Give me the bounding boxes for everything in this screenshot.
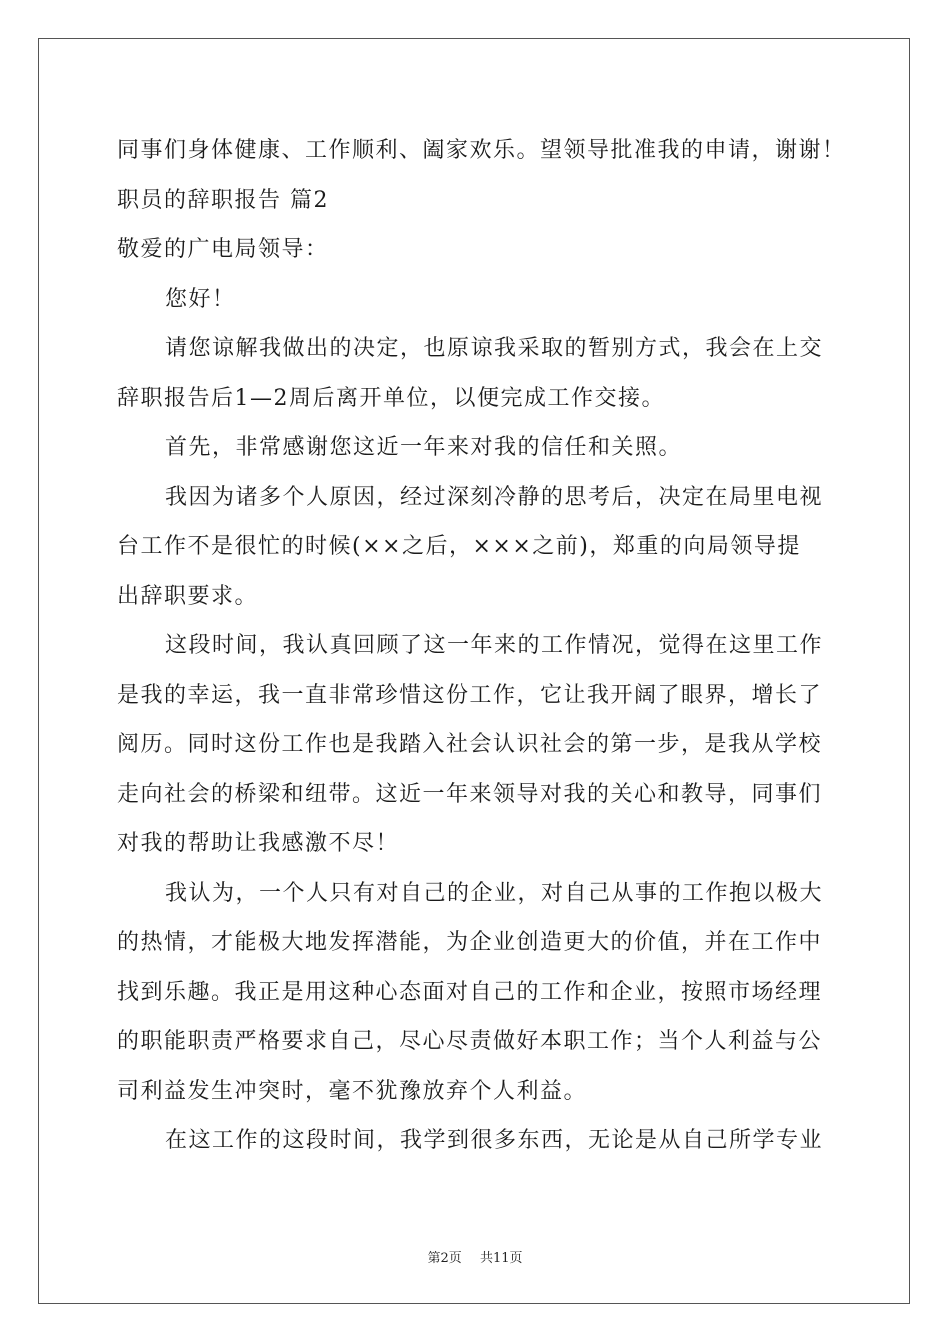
text-line: 请您谅解我做出的决定，也原谅我采取的暂别方式，我会在上交 xyxy=(165,336,824,361)
text-line: 对我的帮助让我感激不尽！ xyxy=(117,831,400,856)
page-footer xyxy=(0,1247,950,1266)
text-line: 同事们身体健康、工作顺利、阖家欢乐。望领导批准我的申请，谢谢！ xyxy=(117,138,846,163)
text-line: 辞职报告后1—2周后离开单位，以便完成工作交接。 xyxy=(117,385,665,411)
text-line: 首先，非常感谢您这近一年来对我的信任和关照。 xyxy=(165,435,683,460)
text-line: 台工作不是很忙的时候(××之后，×××之前)，郑重的向局领导提 xyxy=(117,534,801,559)
page-number: 第2页 xyxy=(427,1251,462,1266)
text-line: 是我的幸运，我一直非常珍惜这份工作，它让我开阔了眼界，增长了 xyxy=(117,682,823,708)
text-line: 阅历。同时这份工作也是我踏入社会认识社会的第一步，是我从学校 xyxy=(117,732,823,757)
text-line: 找到乐趣。我正是用这种心态面对自己的工作和企业，按照市场经理 xyxy=(117,979,823,1005)
text-line: 的职能职责严格要求自己，尽心尽责做好本职工作；当个人利益与公 xyxy=(117,1029,823,1054)
text-line: 走向社会的桥梁和纽带。这近一年来领导对我的关心和教导，同事们 xyxy=(117,781,823,807)
document-body xyxy=(117,126,846,1166)
text-line: 我认为，一个人只有对自己的企业，对自己从事的工作抱以极大 xyxy=(165,880,824,906)
text-line: 的热情，才能极大地发挥潜能，为企业创造更大的价值，并在工作中 xyxy=(117,930,823,955)
page-total: 共11页 xyxy=(479,1251,523,1266)
text-line: 在这工作的这段时间，我学到很多东西，无论是从自己所学专业 xyxy=(165,1128,824,1153)
text-line: 我因为诸多个人原因，经过深刻冷静的思考后，决定在局里电视 xyxy=(165,484,824,510)
text-line: 司利益发生冲突时，毫不犹豫放弃个人利益。 xyxy=(117,1078,588,1104)
text-line: 这段时间，我认真回顾了这一年来的工作情况，觉得在这里工作 xyxy=(165,633,824,658)
text-line: 出辞职要求。 xyxy=(117,583,259,609)
text-line: 职员的辞职报告 篇2 xyxy=(117,187,329,213)
text-line: 敬爱的广电局领导： xyxy=(117,237,329,262)
text-line: 您好！ xyxy=(165,286,236,312)
